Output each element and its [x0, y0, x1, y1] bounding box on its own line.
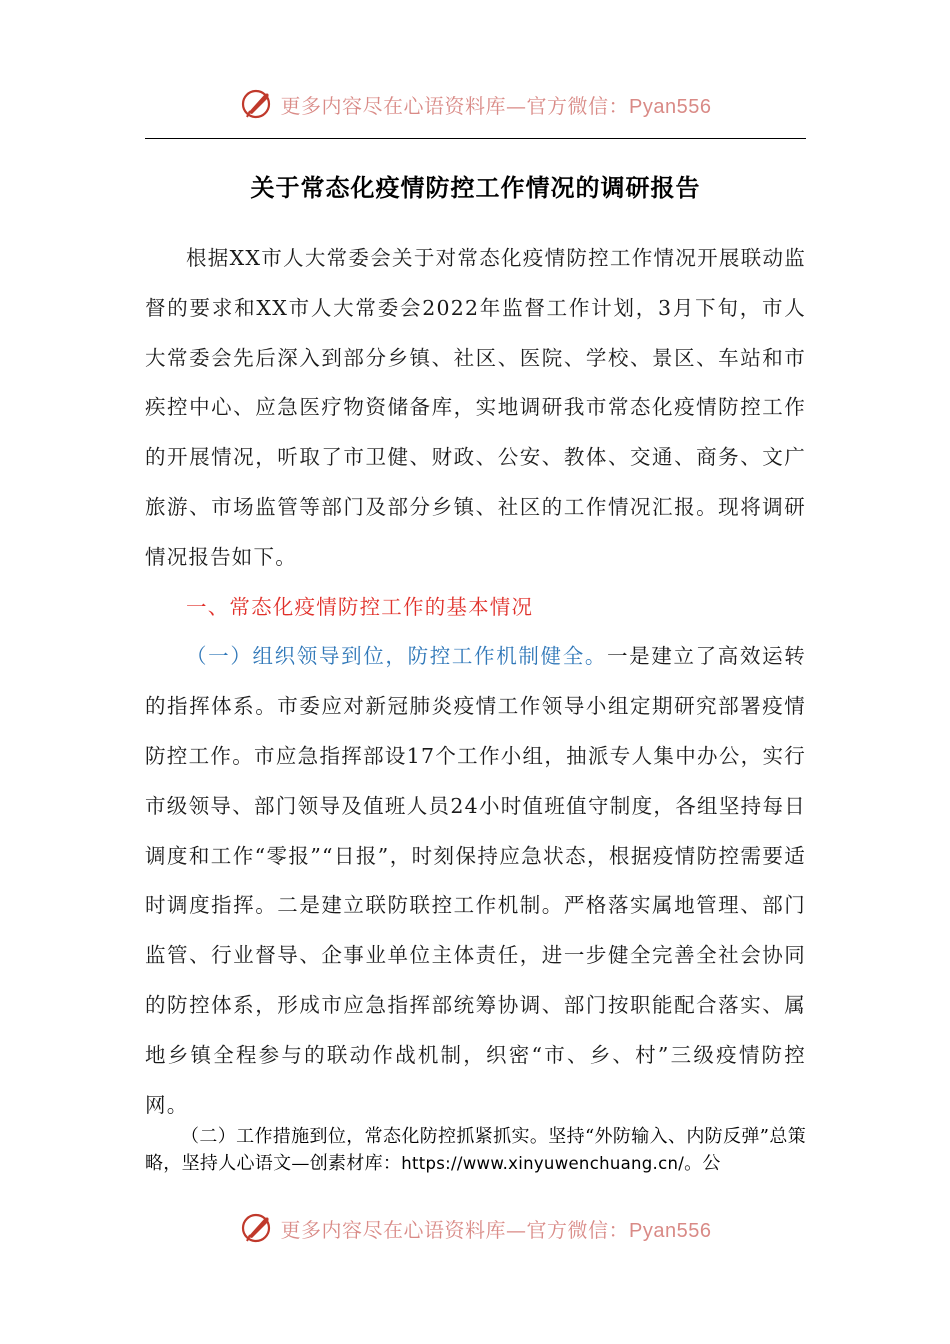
subsection-heading: （一）组织领导到位，防控工作机制健全。 — [186, 644, 608, 669]
quill-pen-logo-icon — [239, 1210, 275, 1246]
header-rule — [145, 138, 806, 139]
footer-banner-text: 更多内容尽在心语资料库—官方微信：Pyan556 — [280, 1217, 712, 1242]
page-title: 关于常态化疫情防控工作情况的调研报告 — [250, 173, 701, 202]
quill-pen-logo-icon — [239, 86, 275, 122]
header-banner — [0, 84, 950, 124]
source-link[interactable]: https://www.xinyuwenchuang.cn/ — [401, 1154, 685, 1173]
intro-paragraph: 根据XX市人大常委会关于对常态化疫情防控工作情况开展联动监督的要求和XX市人大常委会2022年监督工作计划，3月下旬，市人大常委会先后深入到部分乡镇、社区、医院、学校、景区、车站和市疾控中心、应急医疗物资储备库，实地调研我市常态化疫情防控工作的开展情况，听取了市卫健、财政、公安、教体、交通、商务、文广旅游、市场监管等部门及部分乡镇、社区的工作情况汇报。现将调研情况报告如下。 — [145, 246, 806, 569]
header-banner-text: 更多内容尽在心语资料库—官方微信：Pyan556 — [280, 93, 712, 118]
document-body — [145, 234, 806, 1130]
subsection-body: 一是建立了高效运转的指挥体系。市委应对新冠肺炎疫情工作领导小组定期研究部署疫情防控工作。市应急指挥部设17个工作小组，抽派专人集中办公，实行市级领导、部门领导及值班人员24小时值班值守制度，各组坚持每日调度和工作“零报”“日报”，时刻保持应急状态，根据疫情防控需要适时调度指挥。二是建立联防联控工作机制。严格落实属地管理、部门监管、行业督导、企事业单位主体责任，进一步健全完善全社会协同的防控体系，形成市应急指挥部统筹协调、部门按职能配合落实、属地乡镇全程参与的联动作战机制，织密“市、乡、村”三级疫情防控网。 — [145, 644, 806, 1117]
subsection-paragraph — [145, 632, 806, 1130]
section-heading: 一、常态化疫情防控工作的基本情况 — [186, 594, 534, 619]
continued-paragraph: （二）工作措施到位，常态化防控抓紧抓实。坚持“外防输入、内防反弹”总策略，坚持人心语文—创素材库：https://www.xinyuwenchuang.cn/。公 — [145, 1126, 806, 1174]
footer-banner — [0, 1208, 950, 1248]
